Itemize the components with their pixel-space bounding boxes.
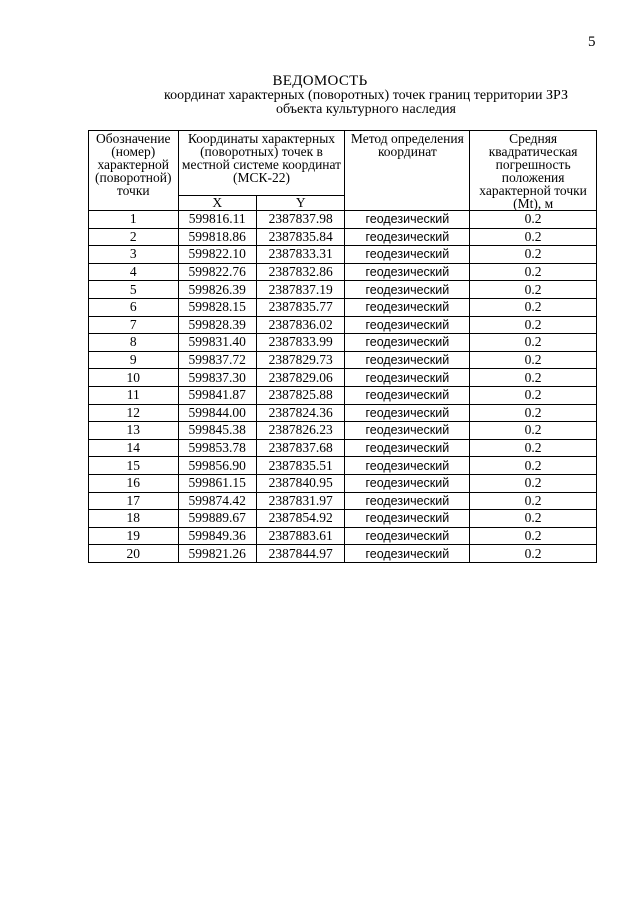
point-number-cell: 2 <box>89 228 179 246</box>
x-coordinate-cell: 599828.15 <box>178 298 256 316</box>
method-cell: геодезический <box>345 316 470 334</box>
error-cell: 0.2 <box>470 334 597 352</box>
x-coordinate-cell: 599845.38 <box>178 422 256 440</box>
y-coordinate-cell: 2387826.23 <box>256 422 345 440</box>
x-coordinate-cell: 599831.40 <box>178 334 256 352</box>
table-header <box>89 131 597 211</box>
method-cell: геодезический <box>345 228 470 246</box>
x-coordinate-cell: 599821.26 <box>178 545 256 563</box>
point-number-cell: 7 <box>89 316 179 334</box>
error-cell: 0.2 <box>470 422 597 440</box>
header-point: Обозначение (номер) характерной (поворотной) точки <box>89 131 179 211</box>
x-coordinate-cell: 599853.78 <box>178 439 256 457</box>
table-row <box>89 457 597 475</box>
table-row <box>89 334 597 352</box>
method-cell: геодезический <box>345 404 470 422</box>
point-number-cell: 13 <box>89 422 179 440</box>
point-number-cell: 15 <box>89 457 179 475</box>
error-cell: 0.2 <box>470 527 597 545</box>
error-cell: 0.2 <box>470 404 597 422</box>
table-row <box>89 369 597 387</box>
document-title: ВЕДОМОСТЬ <box>272 73 368 89</box>
method-cell: геодезический <box>345 369 470 387</box>
method-cell: геодезический <box>345 492 470 510</box>
table-row <box>89 281 597 299</box>
x-coordinate-cell: 599837.72 <box>178 351 256 369</box>
error-cell: 0.2 <box>470 510 597 528</box>
y-coordinate-cell: 2387837.19 <box>256 281 345 299</box>
table-row <box>89 298 597 316</box>
method-cell: геодезический <box>345 211 470 229</box>
error-cell: 0.2 <box>470 439 597 457</box>
table-row <box>89 404 597 422</box>
y-coordinate-cell: 2387825.88 <box>256 386 345 404</box>
table-row <box>89 316 597 334</box>
y-coordinate-cell: 2387837.98 <box>256 211 345 229</box>
header-y: Y <box>256 196 345 211</box>
point-number-cell: 5 <box>89 281 179 299</box>
table-row <box>89 439 597 457</box>
y-coordinate-cell: 2387829.06 <box>256 369 345 387</box>
point-number-cell: 4 <box>89 263 179 281</box>
method-cell: геодезический <box>345 246 470 264</box>
page-number: 5 <box>588 34 596 50</box>
method-cell: геодезический <box>345 386 470 404</box>
x-coordinate-cell: 599822.10 <box>178 246 256 264</box>
table-row <box>89 386 597 404</box>
y-coordinate-cell: 2387831.97 <box>256 492 345 510</box>
y-coordinate-cell: 2387833.31 <box>256 246 345 264</box>
error-cell: 0.2 <box>470 246 597 264</box>
error-cell: 0.2 <box>470 369 597 387</box>
header-method: Метод определения координат <box>345 131 470 211</box>
method-cell: геодезический <box>345 527 470 545</box>
y-coordinate-cell: 2387883.61 <box>256 527 345 545</box>
y-coordinate-cell: 2387824.36 <box>256 404 345 422</box>
y-coordinate-cell: 2387835.84 <box>256 228 345 246</box>
document-subtitle: координат характерных (поворотных) точек границ территории ЗРЗ объекта культурного наследия <box>163 88 569 117</box>
x-coordinate-cell: 599828.39 <box>178 316 256 334</box>
header-error: Средняя квадратическая погрешность положения характерной точки (Mt), м <box>470 131 597 211</box>
table-body <box>89 211 597 563</box>
table-row <box>89 510 597 528</box>
method-cell: геодезический <box>345 263 470 281</box>
method-cell: геодезический <box>345 281 470 299</box>
x-coordinate-cell: 599837.30 <box>178 369 256 387</box>
point-number-cell: 11 <box>89 386 179 404</box>
x-coordinate-cell: 599816.11 <box>178 211 256 229</box>
error-cell: 0.2 <box>470 263 597 281</box>
header-coordinates: Координаты характерных (поворотных) точек в местной системе координат (МСК-22) <box>178 131 345 196</box>
table-row <box>89 246 597 264</box>
error-cell: 0.2 <box>470 492 597 510</box>
point-number-cell: 12 <box>89 404 179 422</box>
x-coordinate-cell: 599841.87 <box>178 386 256 404</box>
table-row <box>89 545 597 563</box>
error-cell: 0.2 <box>470 211 597 229</box>
error-cell: 0.2 <box>470 457 597 475</box>
x-coordinate-cell: 599856.90 <box>178 457 256 475</box>
x-coordinate-cell: 599818.86 <box>178 228 256 246</box>
method-cell: геодезический <box>345 422 470 440</box>
y-coordinate-cell: 2387829.73 <box>256 351 345 369</box>
x-coordinate-cell: 599826.39 <box>178 281 256 299</box>
table-row <box>89 422 597 440</box>
point-number-cell: 8 <box>89 334 179 352</box>
method-cell: геодезический <box>345 510 470 528</box>
error-cell: 0.2 <box>470 474 597 492</box>
table-row <box>89 474 597 492</box>
y-coordinate-cell: 2387840.95 <box>256 474 345 492</box>
error-cell: 0.2 <box>470 545 597 563</box>
error-cell: 0.2 <box>470 316 597 334</box>
table-row <box>89 228 597 246</box>
point-number-cell: 14 <box>89 439 179 457</box>
y-coordinate-cell: 2387854.92 <box>256 510 345 528</box>
y-coordinate-cell: 2387833.99 <box>256 334 345 352</box>
error-cell: 0.2 <box>470 351 597 369</box>
coordinates-table <box>88 130 597 563</box>
error-cell: 0.2 <box>470 386 597 404</box>
x-coordinate-cell: 599822.76 <box>178 263 256 281</box>
method-cell: геодезический <box>345 457 470 475</box>
point-number-cell: 16 <box>89 474 179 492</box>
y-coordinate-cell: 2387835.77 <box>256 298 345 316</box>
y-coordinate-cell: 2387836.02 <box>256 316 345 334</box>
y-coordinate-cell: 2387835.51 <box>256 457 345 475</box>
point-number-cell: 19 <box>89 527 179 545</box>
table-row <box>89 351 597 369</box>
method-cell: геодезический <box>345 474 470 492</box>
error-cell: 0.2 <box>470 281 597 299</box>
point-number-cell: 3 <box>89 246 179 264</box>
method-cell: геодезический <box>345 351 470 369</box>
table-row <box>89 211 597 229</box>
header-x: X <box>178 196 256 211</box>
table-row <box>89 492 597 510</box>
error-cell: 0.2 <box>470 298 597 316</box>
x-coordinate-cell: 599861.15 <box>178 474 256 492</box>
y-coordinate-cell: 2387832.86 <box>256 263 345 281</box>
method-cell: геодезический <box>345 298 470 316</box>
point-number-cell: 10 <box>89 369 179 387</box>
point-number-cell: 6 <box>89 298 179 316</box>
error-cell: 0.2 <box>470 228 597 246</box>
method-cell: геодезический <box>345 545 470 563</box>
x-coordinate-cell: 599889.67 <box>178 510 256 528</box>
point-number-cell: 20 <box>89 545 179 563</box>
method-cell: геодезический <box>345 439 470 457</box>
x-coordinate-cell: 599844.00 <box>178 404 256 422</box>
table-row <box>89 263 597 281</box>
y-coordinate-cell: 2387837.68 <box>256 439 345 457</box>
point-number-cell: 9 <box>89 351 179 369</box>
x-coordinate-cell: 599849.36 <box>178 527 256 545</box>
method-cell: геодезический <box>345 334 470 352</box>
y-coordinate-cell: 2387844.97 <box>256 545 345 563</box>
table-row <box>89 527 597 545</box>
x-coordinate-cell: 599874.42 <box>178 492 256 510</box>
point-number-cell: 17 <box>89 492 179 510</box>
point-number-cell: 18 <box>89 510 179 528</box>
point-number-cell: 1 <box>89 211 179 229</box>
